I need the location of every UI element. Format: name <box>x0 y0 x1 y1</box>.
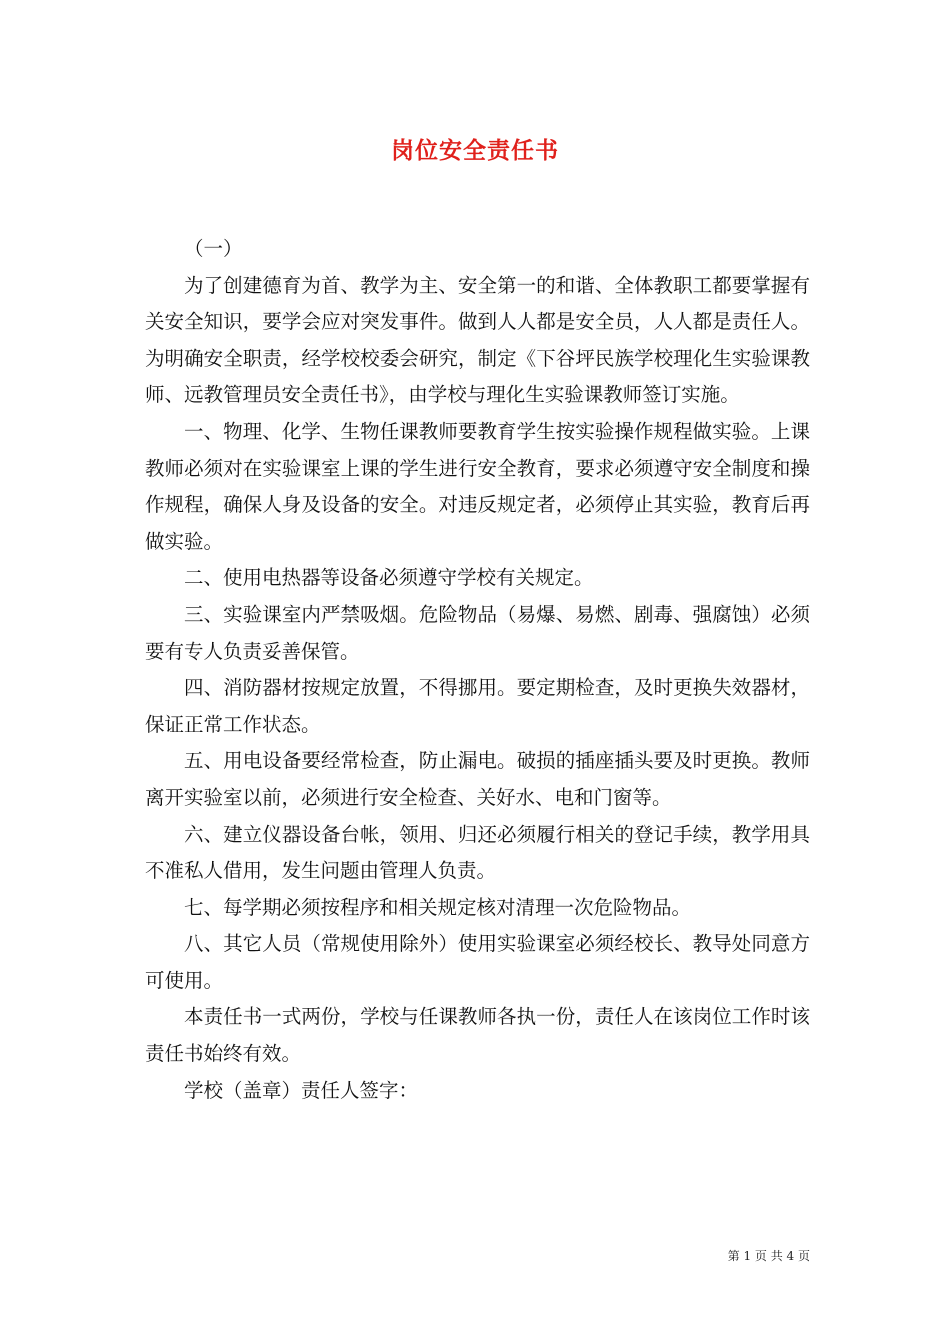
paragraph-item-8: 八、其它人员（常规使用除外）使用实验课室必须经校长、教导处同意方可使用。 <box>145 932 810 992</box>
paragraph-item-5: 五、用电设备要经常检查，防止漏电。破损的插座插头要及时更换。教师离开实验室以前，必须进行安全检查、关好水、电和门窗等。 <box>145 749 810 809</box>
page-number: 第 1 页 共 4 页 <box>727 1249 810 1263</box>
paragraph-intro: 为了创建德育为首、教学为主、安全第一的和谐、全体教职工都要掌握有关安全知识，要学会应对突发事件。做到人人都是安全员，人人都是责任人。为明确安全职责，经学校校委会研究，制定《下谷坪民族学校理化生实验课教师、远教管理员安全责任书》，由学校与理化生实验课教师签订实施。 <box>145 273 810 407</box>
paragraph-validity: 本责任书一式两份，学校与任课教师各执一份，责任人在该岗位工作时该责任书始终有效。 <box>145 1005 810 1066</box>
document-title: 岗位安全责任书 <box>391 138 559 164</box>
paragraph-item-1: 一、物理、化学、生物任课教师要教育学生按实验操作规程做实验。上课教师必须对在实验课室上课的学生进行安全教育，要求必须遵守安全制度和操作规程，确保人身及设备的安全。对违反规定者，必须停止其实验，教育后再做实验。 <box>145 419 810 553</box>
paragraph-item-7: 七、每学期必须按程序和相关规定核对清理一次危险物品。 <box>184 895 692 919</box>
paragraph-item-4: 四、消防器材按规定放置，不得挪用。要定期检查，及时更换失效器材，保证正常工作状态。 <box>145 676 810 736</box>
paragraph-section-marker: （一） <box>184 237 243 260</box>
paragraph-item-3: 三、实验课室内严禁吸烟。危险物品（易爆、易燃、剧毒、强腐蚀）必须要有专人负责妥善保管。 <box>145 602 810 663</box>
paragraph-item-2: 二、使用电热器等设备必须遵守学校有关规定。 <box>184 566 594 590</box>
paragraph-item-6: 六、建立仪器设备台帐，领用、归还必须履行相关的登记手续，教学用具不准私人借用，发生问题由管理人负责。 <box>145 822 810 883</box>
document-body <box>145 231 810 1109</box>
paragraph-signature: 学校（盖章）责任人签字： <box>184 1078 419 1102</box>
